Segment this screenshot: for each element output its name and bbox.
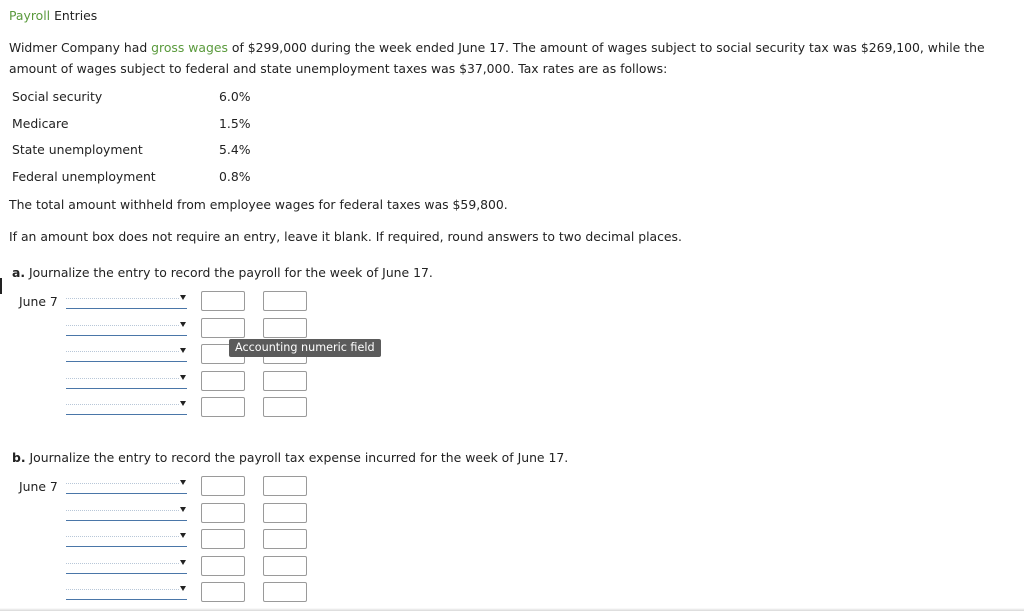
account-select[interactable] <box>66 319 187 336</box>
breadcrumb-current: Entries <box>54 8 98 23</box>
part-b-letter: b. <box>12 450 26 465</box>
credit-amount-field[interactable] <box>263 556 307 576</box>
account-select[interactable] <box>66 557 187 574</box>
select-dotline <box>66 483 179 484</box>
journal-row-b <box>0 582 400 604</box>
account-select[interactable] <box>66 583 187 600</box>
debit-amount-field[interactable] <box>201 582 245 602</box>
chevron-down-icon <box>180 533 186 538</box>
entry-date: June 7 <box>19 479 58 494</box>
chevron-down-icon <box>180 401 186 406</box>
credit-amount-field[interactable] <box>263 371 307 391</box>
withheld-note: The total amount withheld from employee wages for federal taxes was $59,800. <box>9 197 508 212</box>
select-dotline <box>66 536 179 537</box>
credit-amount-field[interactable] <box>263 397 307 417</box>
debit-amount-field[interactable] <box>201 503 245 523</box>
select-dotline <box>66 325 179 326</box>
debit-amount-field[interactable] <box>201 371 245 391</box>
account-select[interactable] <box>66 372 187 389</box>
journal-row-b <box>0 476 400 498</box>
account-select[interactable] <box>66 530 187 547</box>
journal-row-b <box>0 556 400 578</box>
field-tooltip: Accounting numeric field <box>229 339 381 357</box>
chevron-down-icon <box>180 295 186 300</box>
debit-amount-field[interactable] <box>201 476 245 496</box>
rate-value: 5.4% <box>219 142 251 157</box>
part-a-text: Journalize the entry to record the payroll for the week of June 17. <box>25 265 433 280</box>
select-dotline <box>66 351 179 352</box>
rate-label: Federal unemployment <box>12 168 156 184</box>
credit-amount-field[interactable] <box>263 529 307 549</box>
account-select[interactable] <box>66 345 187 362</box>
entry-date: June 7 <box>19 294 58 309</box>
journal-row-a <box>0 397 400 419</box>
select-dotline <box>66 510 179 511</box>
rate-value: 6.0% <box>219 89 251 104</box>
debit-amount-field[interactable] <box>201 397 245 417</box>
journal-row-b <box>0 503 400 525</box>
chevron-down-icon <box>180 560 186 565</box>
select-dotline <box>66 563 179 564</box>
breadcrumb <box>9 8 97 23</box>
debit-amount-field[interactable] <box>201 529 245 549</box>
chevron-down-icon <box>180 480 186 485</box>
account-select[interactable] <box>66 504 187 521</box>
chevron-down-icon <box>180 586 186 591</box>
select-dotline <box>66 404 179 405</box>
problem-statement <box>9 37 1014 79</box>
breadcrumb-link-payroll[interactable]: Payroll <box>9 8 51 23</box>
part-a-title <box>12 265 433 280</box>
part-b-text: Journalize the entry to record the payroll tax expense incurred for the week of June 17. <box>25 450 569 465</box>
journal-row-b <box>0 529 400 551</box>
credit-amount-field[interactable] <box>263 503 307 523</box>
select-dotline <box>66 378 179 379</box>
part-b-title <box>12 450 568 465</box>
instructions-note: If an amount box does not require an entry, leave it blank. If required, round answers to two decimal places. <box>9 229 682 244</box>
glossary-term-gross-wages[interactable]: gross wages <box>151 40 228 55</box>
credit-amount-field[interactable] <box>263 582 307 602</box>
problem-text-end: of $299,000 during the week ended June 17. The amount of wages subject to social security tax was $269,100, while the amount of wages subject to federal and state unemployment taxes was $37,000. Tax rates are as follows: <box>9 40 985 76</box>
rate-label: Medicare <box>12 115 69 131</box>
debit-amount-field[interactable] <box>201 556 245 576</box>
rate-label: State unemployment <box>12 142 143 157</box>
journal-row-a <box>0 291 400 313</box>
debit-amount-field[interactable] <box>201 318 245 338</box>
account-select[interactable] <box>66 292 187 309</box>
chevron-down-icon <box>180 348 186 353</box>
rate-value: 1.5% <box>219 115 251 131</box>
select-dotline <box>66 589 179 590</box>
chevron-down-icon <box>180 507 186 512</box>
account-select[interactable] <box>66 398 187 415</box>
journal-row-a <box>0 318 400 340</box>
journal-row-a <box>0 371 400 393</box>
debit-amount-field[interactable] <box>201 291 245 311</box>
credit-amount-field[interactable] <box>263 476 307 496</box>
rate-label: Social security <box>12 89 103 104</box>
chevron-down-icon <box>180 322 186 327</box>
select-dotline <box>66 298 179 299</box>
rate-value: 0.8% <box>219 168 251 184</box>
problem-text-start: Widmer Company had <box>9 40 152 55</box>
account-select[interactable] <box>66 477 187 494</box>
part-a-letter: a. <box>12 265 26 280</box>
chevron-down-icon <box>180 375 186 380</box>
credit-amount-field[interactable] <box>263 291 307 311</box>
credit-amount-field[interactable] <box>263 318 307 338</box>
